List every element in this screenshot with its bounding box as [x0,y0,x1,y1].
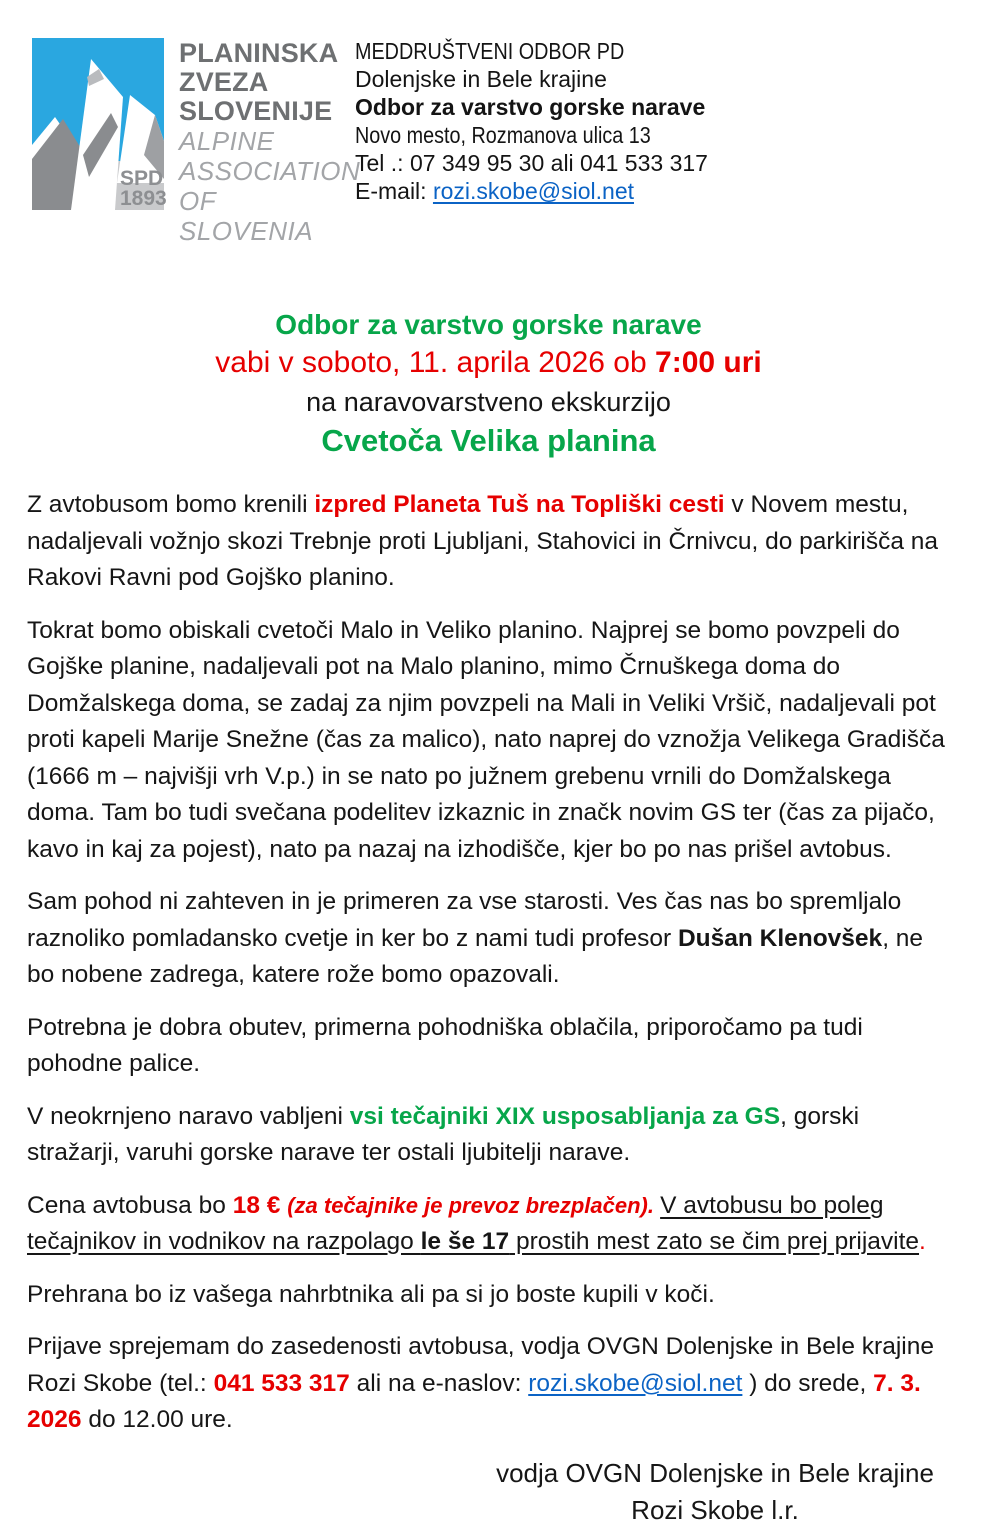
paragraph-equipment [27,1010,950,1083]
text-segment: Prehrana bo iz vašega nahrbtnika ali pa si jo boste kupili v koči. [27,1280,715,1308]
paragraph-food [27,1277,950,1314]
text-segment: Z avtobusom bomo krenili [27,491,315,518]
text-segment: Cena avtobusa bo [27,1191,233,1219]
org-name-sl-line3: SLOVENIJE [179,96,333,126]
org-name-block [179,33,361,246]
text-segment: V avtobusu bo poleg tečajnikov in vodnikov na razpolago [27,1191,884,1255]
text-segment: v Novem mestu, nadaljevali vožnjo skozi Trebnje proti Ljubljani, Stahovici in Črnivcu, do parkirišča na Rakovi Ravni pod Gojško planino. [27,491,939,591]
contact-block [355,33,708,205]
paragraph-route-start [27,487,950,597]
text-segment: ali na e-naslov: [349,1369,529,1397]
letter-body [27,487,950,1439]
org-name-sl-line1: PLANINSKA [179,38,339,68]
committee-name: MEDDRUŠTVENI ODBOR PD [355,38,625,64]
text-segment: ) do srede, [742,1369,874,1397]
email-label: E-mail: [355,178,433,204]
signature-block [480,1455,950,1528]
sentence-period: . [919,1228,926,1255]
heading-destination: Cvetoča Velika planina [321,423,656,458]
professor-name-highlight: Dušan Klenovšek [677,924,883,952]
department-name: Odbor za varstvo gorske narave [355,94,706,120]
heading-date-text: vabi v soboto, 11. aprila 2026 ob [215,346,656,379]
heading-time: 7:00 uri [655,346,762,379]
signature-name: Rozi Skobe l.r. [631,1494,799,1525]
paragraph-registration [27,1329,950,1439]
free-seats-highlight: le še 17 [420,1228,510,1255]
text-segment: Sam pohod ni zahteven in je primeren za vse starosti. Ves čas nas bo spremljalo raznoliko pomladansko cvetje in ker bo z nami tudi profesor [27,888,902,952]
address-line [355,121,708,149]
text-segment: do 12.00 ure. [81,1406,233,1433]
meeting-point-highlight: izpred Planeta Tuš na Topliški cesti [314,491,725,518]
email-line [355,177,708,205]
signature-role: vodja OVGN Dolenjske in Bele krajine [496,1457,934,1488]
text-segment: Prijave sprejemam do zasedenosti avtobusa, vodja OVGN Dolenjske in Bele krajine Rozi Skobe (tel.: [27,1333,934,1397]
logo-spd-text: SPD [120,167,164,190]
phone-line: Tel .: 07 349 95 30 ali 041 533 317 [355,150,708,176]
text-segment: Potrebna je dobra obutev, primerna pohodniška oblačila, priporočamo pa tudi pohodne palice. [27,1013,863,1077]
heading-subtitle: na naravovarstveno ekskurzijo [306,387,671,417]
phone-highlight: 041 533 317 [213,1369,350,1397]
logo-year-text: 1893 [120,187,167,210]
org-name-en-line3: OF SLOVENIA [179,186,314,246]
heading-date-line [27,343,950,383]
address: Novo mesto, Rozmanova ulica 13 [355,122,651,148]
paragraph-itinerary [27,613,950,869]
deadline-date-highlight: 7. 3. 2026 [27,1369,921,1433]
text-segment: prostih mest zato se čim prej prijavite [509,1228,920,1255]
committee-name-line [355,37,708,65]
region-name: Dolenjske in Bele krajine [355,66,607,92]
price-highlight: 18 € [232,1191,288,1219]
org-name-sl-line2: ZVEZA [179,67,269,97]
text-segment: , gorski stražarji, varuhi gorske narave ter ostali ljubitelji narave. [27,1102,860,1166]
text-segment: Tokrat bomo obiskali cvetoči Malo in Veliko planino. Najprej se bomo povzpeli do Gojške planine, nadaljevali pot na Malo planino, mimo Črnuškega doma do Domžalskega doma, se zadaj za njim povzpeli na Mali in Veliki Vršič, nadaljevali pot proti kapeli Marije Snežne (čas za malico), nato naprej do vznožja Velikega Gradišča (1666 m – najvišji vrh V.p.) in se nato po južnem grebenu vrnili do Domžalskega doma. Tam bo tudi svečana podelitev izkaznic in značk novim GS ter (čas za pijačo, kavo in kaj za pojest), nato pa nazaj na izhodišče, kjer bo po nas prišel avtobus. [27,616,945,863]
pzs-logo [27,33,169,215]
text-segment: , ne bo nobene zadrega, katere rože bomo opazovali. [27,924,924,988]
paragraph-invitees [27,1099,950,1172]
paragraph-difficulty [27,884,950,994]
trainees-highlight: vsi tečajniki XIX usposabljanja za GS [349,1102,781,1130]
mountain-logo-graphic [27,33,169,215]
org-name-en-line2: ASSOCIATION [179,156,361,186]
email-link[interactable]: rozi.skobe@siol.net [528,1369,743,1397]
free-transport-note: (za tečajnike je prevoz brezplačen). [287,1192,661,1218]
letterhead [27,33,950,246]
heading-committee: Odbor za varstvo gorske narave [275,309,702,340]
org-name-en-line1: ALPINE [179,126,275,156]
invitation-heading [27,306,950,461]
email-link[interactable]: rozi.skobe@siol.net [432,178,635,204]
text-segment: V neokrnjeno naravo vabljeni [27,1102,350,1130]
paragraph-price [27,1188,950,1261]
